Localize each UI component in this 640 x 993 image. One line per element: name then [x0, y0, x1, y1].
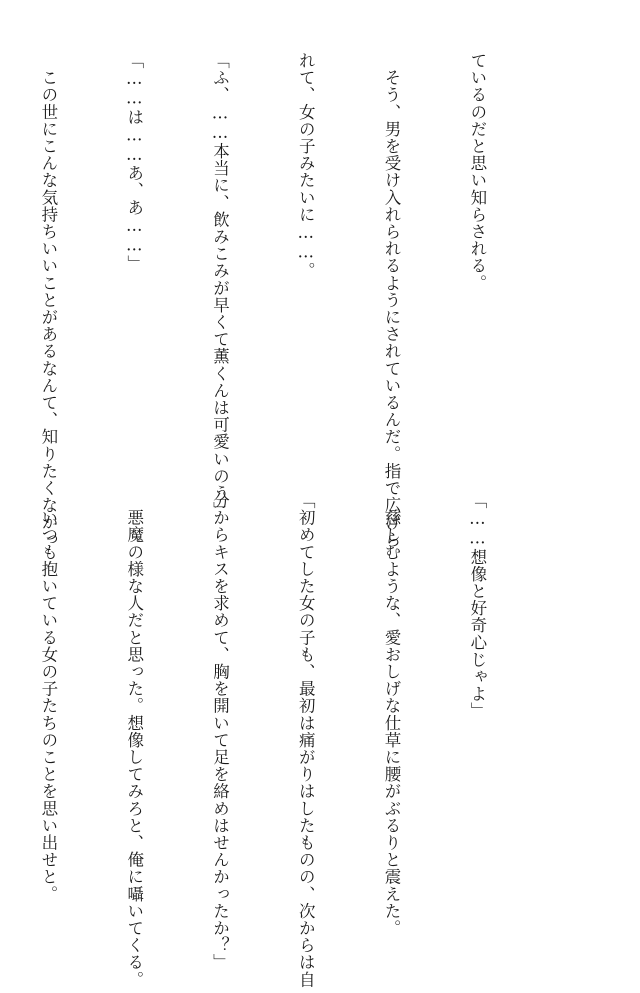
text-line: 「ふ、……本当に、飲みこみが早くて薫くんは可愛いのう」	[210, 52, 230, 519]
text-line: いつも抱いている女の子たちのことを思い出せと。	[38, 492, 58, 903]
text-line: 「初めてした女の子も、最初は痛がりはしたものの、次からは自	[296, 492, 316, 988]
text-block-bottom	[0, 492, 548, 988]
text-line: 「……想像と好奇心じゃよ」	[467, 492, 487, 720]
text-line: この世にこんな気持ちいいことがあるなんて、知りたくなかっ	[38, 52, 58, 548]
text-block-top	[0, 52, 548, 548]
text-line: そう、男を受け入れられるようにされているんだ。指で広げら	[382, 52, 402, 548]
text-line: ているのだと思い知らされる。	[467, 52, 487, 292]
text-line: 慈しむような、愛おしげな仕草に腰がぶるりと震えた。	[382, 492, 402, 937]
text-line: 悪魔の様な人だと思った。想像してみろと、俺に囁いてくる。	[124, 492, 144, 988]
text-line: 分からキスを求めて、胸を開いて足を絡めはせんかったか？」	[210, 492, 230, 971]
text-line: 「……は……あ、あ……」	[124, 52, 144, 273]
text-line: れて、女の子みたいに……。	[296, 52, 316, 280]
